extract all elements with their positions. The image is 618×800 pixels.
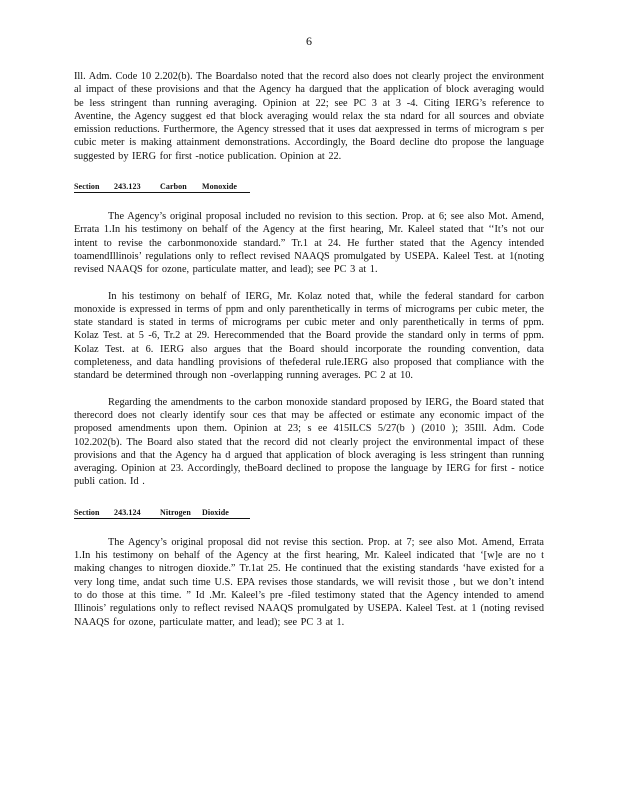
section-number: 243.123	[114, 182, 141, 192]
paragraph-agency-proposal-co: The Agency’s original proposal included no revision to this section. Prop. at 6; see also Mot. Amend, Errata 1.In his testimony on behalf of the Agency at the first hearing, Mr. Kaleel stated that ‘‘It’s not our intent to revise the carbonmonoxide standard.” Tr.1 at 24. He further stated that the Agency intended toamendIllinois’ regulations only to reflect revised NAAQS promulgated by USEPA. Kaleel Test. at 1(noting revised NAAQS for ozone, particulate matter, and lead); see PC 3 at 1.	[74, 211, 544, 276]
paragraph-board-decision-co: Regarding the amendments to the carbon monoxide standard proposed by IERG, the Board stated that therecord does not clearly identify sour ces that may be affected or estimate any economic impact of the proposed amendments upon them. Opinion at 23; s ee 415ILCS 5/27(b ) (2010 ); 35Ill. Adm. Code 102.202(b). The Board also stated that the record did not clearly project the environmental impact of these provisions and that the Agency ha d argued that application of block averaging is less stringent than running averaging. Opinion at 23. Accordingly, theBoard declined to propose the language by IERG for first - notice publi cation. Id .	[74, 396, 544, 488]
section-label: Section	[74, 507, 100, 517]
section-title-word-1: Nitrogen	[160, 507, 191, 517]
section-title-word-2: Monoxide	[202, 182, 238, 192]
section-number: 243.124	[114, 507, 141, 517]
section-label: Section	[74, 182, 100, 192]
page-body	[74, 70, 544, 629]
section-heading-243-123	[74, 182, 250, 193]
paragraph-continued: Ill. Adm. Code 10 2.202(b). The Boardalso noted that the record also does not clearly project the environment al impact of these provisions and that the Agency ha dargued that the application of block averaging would be less stringent than running averaging. Opinion at 22; see PC 3 at 3 -4. Citing IERG’s reference to Aventine, the Agency suggest ed that block averaging would relax the sta ndard for all sources and obviate emission reductions. Furthermore, the Agency stressed that it uses dat aexpressed in terms of microgram s per cubic meter is making attainment demonstrations. Accordingly, the Board decline dto propose the language suggested by IERG for first -notice publication. Opinion at 22.	[74, 71, 544, 162]
paragraph-ierg-testimony-co: In his testimony on behalf of IERG, Mr. Kolaz noted that, while the federal standard for carbon monoxide is expressed in terms of ppm and only parenthetically in terms of micrograms per cubic meter, the state standard is stated in terms of micrograms per cubic meter and only parenthetically in terms of ppm. Kolaz Test. at 5 -6, Tr.2 at 29. Herecommended that the Board provide the standard only in terms of ppm. Kolaz Test. at 6. IERG also argues that the Board should incorporate the rounding convention, data completeness, and data handling provisions of thefederal rule.IERG also proposed that compliance with the standard be determined through non -overlapping running averages. PC 2 at 10.	[74, 290, 544, 382]
section-title-word-1: Carbon	[160, 182, 187, 192]
page-number: 6	[306, 34, 312, 48]
paragraph-agency-proposal-no2: The Agency’s original proposal did not revise this section. Prop. at 7; see also Mot. Amend, Errata 1.In his testimony on behalf of the Agency at the first hearing, Mr. Kaleel indicated that ‘[w]e are no t making changes to nitrogen dioxide.” Tr.1at 25. He continued that the existing standards ‘have existed for a very long time, andat such time U.S. EPA revises those standards, we will revisit those , but we don’t intend to do those at this time. ” Id .Mr. Kaleel’s pre -filed testimony stated that the Agency intended to amend Illinois’ regulations only to reflect revised NAAQS promulgated by USEPA. Kaleel Test. at 1 (noting revised NAAQS for ozone, particulate matter, and lead); see PC 3 at 1.	[74, 536, 544, 628]
section-heading-243-124	[74, 508, 250, 519]
section-title-word-2: Dioxide	[202, 507, 229, 517]
